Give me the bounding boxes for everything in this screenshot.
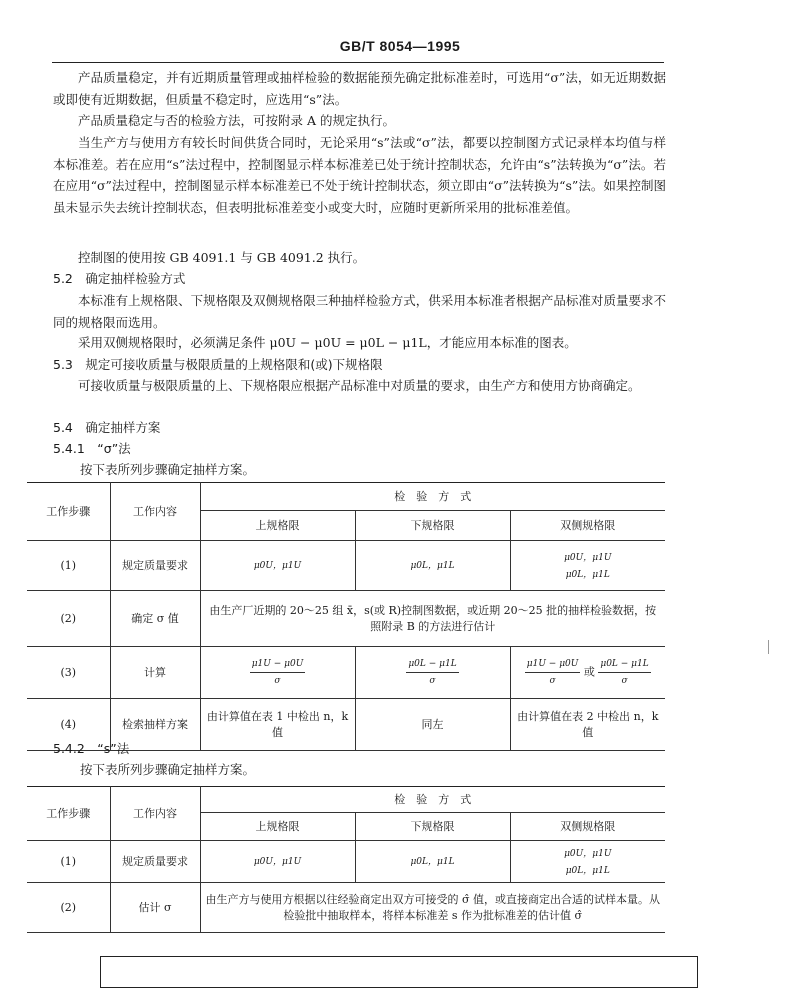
table1-header-step: 工作步骤 [27,483,110,541]
table1-header-lower: 下规格限 [355,511,510,541]
paragraph-quality-limits: 可接收质量与极限质量的上、下规格限应根据产品标准中对质量的要求，由生产方和使用方协商确定。 [78,378,641,393]
table2-header-upper: 上规格限 [200,813,355,841]
quality-requirement-double-lower: μ0L，μ1L [565,569,610,580]
table1-plan-double: 由计算值在表 2 中检出 n，k 值 [510,699,665,751]
paragraph-stability-check: 产品质量稳定与否的检验方法，可按附录 A 的规定执行。 [78,113,395,128]
table1-step-4: (4) [27,699,110,751]
quality-requirement-double-upper: μ0U，μ1U [564,848,612,859]
table2-sigma-estimation: 由生产方与使用方根据以往经验商定出双方可接受的 σ̂ 值，或直接商定出合适的试样本量。从检验批中抽取样本，将样本标准差 s 作为批标准差的估计值 σ̂ [200,883,665,933]
table-row [27,647,665,699]
table1-header-method: 检 验 方 式 [200,483,665,511]
section-5-4-title: 5.4 确定抽样方案 [53,420,161,435]
table1-intro: 按下表所列步骤确定抽样方案。 [80,462,256,477]
bottom-frame [100,956,698,988]
scan-artifact [768,640,773,654]
table1-header-content: 工作内容 [110,483,200,541]
table1-sigma-estimation: 由生产厂近期的 20～25 组 x̄，s(或 R)控制图数据，或近期 20～25 批的抽样检验数据，按照附录 B 的方法进行估计 [200,591,665,647]
document-header: GB/T 8054—1995 [339,38,461,54]
table1-double-1 [510,541,665,591]
table1-content-2: 确定 σ 值 [110,591,200,647]
fraction-upper: $\frac{\mu 1U - \mu 0U}{\sigma}$ [250,656,306,689]
fraction-double-lower: $\frac{\mu 0L - \mu 1L}{\sigma}$ [598,656,650,689]
or-text: 或 [583,665,595,679]
table-row [27,841,665,883]
table2-double-1 [510,841,665,883]
table2-header-content: 工作内容 [110,787,200,841]
paragraph-inspection-modes: 本标准有上规格限、下规格限及双侧规格限三种抽样检验方式，供采用本标准者根据产品标准对质量要求不同的规格限而选用。 [53,293,666,330]
table1-step-3: (3) [27,647,110,699]
paragraph-control-chart: 当生产方与使用方有较长时间供货合同时，无论采用“s”法或“σ”法，都要以控制图方式记录样本均值与样本标准差。若在应用“s”法过程中，控制图显示样本标准差已处于统计控制状态，允许由“s”法转换为“σ”法。若在应用“σ”法过程中，控制图显示样本标准差已不处于统计控制状态，须立即由“σ”法转换为“s”法。如果控制图虽未显示失去统计控制状态，但表明批标准差变小或变大时，应随时更新所采用的批标准差值。 [53,135,666,215]
table1-header-upper: 上规格限 [200,511,355,541]
section-5-3-title: 5.3 规定可接收质量与极限质量的上规格限和(或)下规格限 [53,357,383,372]
s-method-table [27,786,665,933]
table1-header-double: 双侧规格限 [510,511,665,541]
table-row [27,541,665,591]
table1-calc-upper [200,647,355,699]
table1-plan-lower: 同左 [355,699,510,751]
table1-step-1: (1) [27,541,110,591]
fraction-double-upper: $\frac{\mu 1U - \mu 0U}{\sigma}$ [525,656,581,689]
quality-requirement-upper: μ0U，μ1U [253,857,302,867]
table1-content-3: 计算 [110,647,200,699]
paragraph-control-chart-standard: 控制图的使用按 GB 4091.1 与 GB 4091.2 执行。 [78,250,366,265]
table1-lower-1 [355,541,510,591]
quality-requirement-lower: μ0L，μ1L [410,857,455,867]
table-row [27,591,665,647]
sigma-method-table [27,482,665,751]
table1-step-2: (2) [27,591,110,647]
table2-content-2: 估计 σ [110,883,200,933]
quality-requirement-double-lower: μ0L，μ1L [565,865,610,876]
table1-plan-upper: 由计算值在表 1 中检出 n，k 值 [200,699,355,751]
table2-header-double: 双侧规格限 [510,813,665,841]
table1-calc-double [510,647,665,699]
table2-header-method: 检 验 方 式 [200,787,665,813]
table1-upper-1 [200,541,355,591]
paragraph-double-limit-condition: 采用双侧规格限时，必须满足条件 μ0U − μ0U = μ0L − μ1L，才能应用本标准的图表。 [78,335,577,350]
table-row [27,883,665,933]
section-5-4-1-title: 5.4.1 “σ”法 [53,441,131,456]
header-rule [52,62,664,63]
table2-header-lower: 下规格限 [355,813,510,841]
quality-requirement-double-upper: μ0U，μ1U [564,552,612,563]
table2-lower-1 [355,841,510,883]
paragraph-method-choice: 产品质量稳定，并有近期质量管理或抽样检验的数据能预先确定批标准差时，可选用“σ”法，如无近期数据或即使有近期数据，但质量不稳定时，应选用“s”法。 [53,70,666,107]
section-5-4-2-title: 5.4.2 “s”法 [53,741,130,756]
table2-step-2: (2) [27,883,110,933]
table2-header-step: 工作步骤 [27,787,110,841]
fraction-lower: $\frac{\mu 0L - \mu 1L}{\sigma}$ [406,656,458,689]
table1-calc-lower [355,647,510,699]
quality-requirement-upper: μ0U，μ1U [253,561,302,571]
table2-content-1: 规定质量要求 [110,841,200,883]
table2-step-1: (1) [27,841,110,883]
table1-content-4: 检索抽样方案 [110,699,200,751]
quality-requirement-lower: μ0L，μ1L [410,561,455,571]
table1-content-1: 规定质量要求 [110,541,200,591]
section-5-2-title: 5.2 确定抽样检验方式 [53,271,186,286]
table2-intro: 按下表所列步骤确定抽样方案。 [80,762,256,777]
table2-upper-1 [200,841,355,883]
